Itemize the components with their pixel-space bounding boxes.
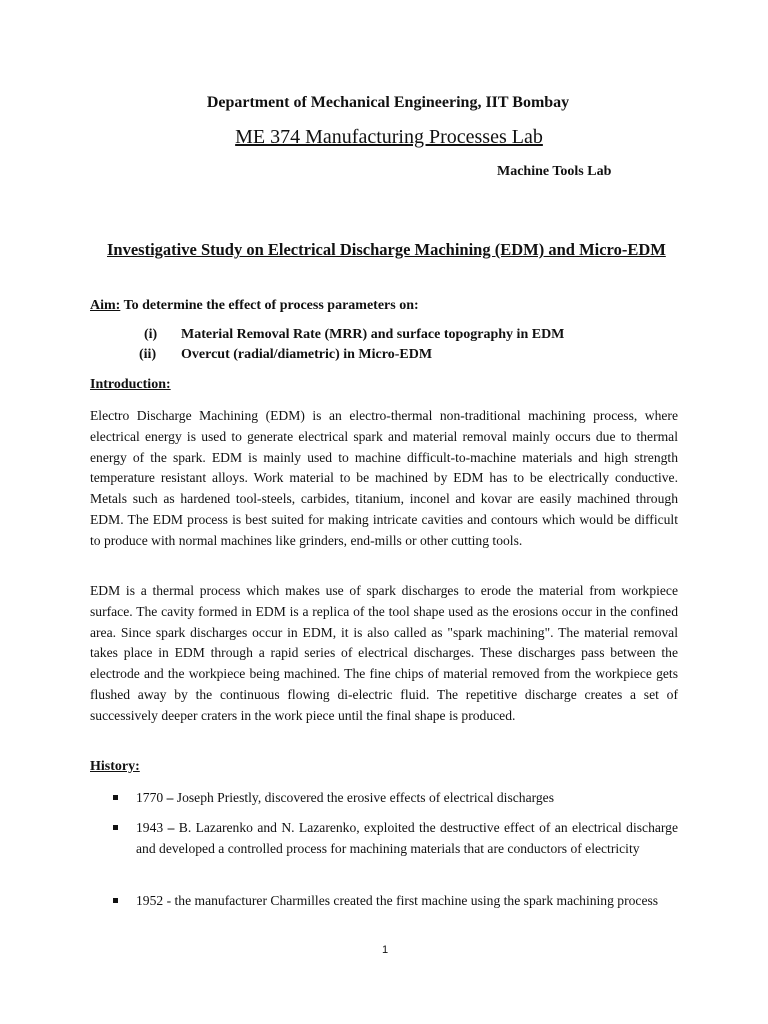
bullet-icon (113, 825, 118, 830)
aim-list-item (139, 347, 432, 363)
lab-name: Machine Tools Lab (497, 164, 612, 179)
aim-item-number: (i) (144, 327, 158, 342)
history-year: 1770 (136, 790, 164, 805)
aim-text: To determine the effect of process parameters on: (120, 298, 419, 313)
history-list-item (90, 818, 678, 859)
history-description: the manufacturer Charmilles created the first machine using the spark machining process (174, 893, 659, 908)
bullet-icon (113, 795, 118, 800)
history-year: 1952 (136, 893, 164, 908)
history-year: 1943 (136, 820, 164, 835)
introduction-heading: Introduction: (90, 377, 171, 392)
aim-list-item (144, 327, 564, 343)
history-item-text (136, 818, 678, 859)
introduction-paragraph: Electro Discharge Machining (EDM) is an electro-thermal non-traditional machining process, where electrical energy is used to generate electrical spark and material removal mainly occurs due to thermal energy of the spark. EDM is mainly used to machine difficult-to-machine materials and high strength temperature resistant alloys. Work material to be machined by EDM has to be electrically conductive. Metals such as hardened tool-steels, carbides, titanium, inconel and kovar are easily machined through EDM. The EDM process is best suited for making intricate cavities and contours which would be difficult to produce with normal machines like grinders, end-mills or other cutting tools. (90, 408, 678, 548)
aim-statement (90, 298, 419, 314)
history-separator: – (163, 790, 177, 805)
history-list-item (90, 891, 678, 912)
document-title: Investigative Study on Electrical Discharge Machining (EDM) and Micro-EDM (107, 240, 666, 259)
history-separator: - (163, 893, 175, 908)
aim-item-number: (ii) (139, 347, 157, 362)
history-separator: – (163, 820, 179, 835)
aim-label: Aim: (90, 298, 121, 313)
history-description: B. Lazarenko and N. Lazarenko, exploited the destructive effect of an electrical discharge and developed a controlled process for machining materials that are conductors of electricity (136, 820, 679, 856)
bullet-icon (113, 898, 118, 903)
history-item-text (136, 788, 678, 809)
history-heading: History: (90, 759, 140, 774)
history-description: Joseph Priestly, discovered the erosive effects of electrical discharges (176, 790, 555, 805)
page-number: 1 (381, 944, 389, 956)
course-title: ME 374 Manufacturing Processes Lab (235, 126, 543, 148)
introduction-paragraph: EDM is a thermal process which makes use of spark discharges to erode the material from workpiece surface. The cavity formed in EDM is a replica of the tool shape used as the erosions occur in the confined area. Since spark discharges occur in EDM, it is also called as "spark machining". The material removal takes place in EDM through a rapid series of electrical discharges. These discharges pass between the electrode and the workpiece being machined. The fine chips of material removed from the workpiece gets flushed away by the continuous flowing di-electric fluid. The repetitive discharge creates a set of successively deeper craters in the work piece until the final shape is produced. (90, 583, 678, 723)
aim-item-text: Material Removal Rate (MRR) and surface topography in EDM (181, 327, 565, 342)
department-heading: Department of Mechanical Engineering, IIT Bombay (206, 94, 570, 111)
aim-item-text: Overcut (radial/diametric) in Micro-EDM (181, 347, 433, 362)
history-list-item (90, 788, 678, 809)
history-item-text (136, 891, 678, 912)
